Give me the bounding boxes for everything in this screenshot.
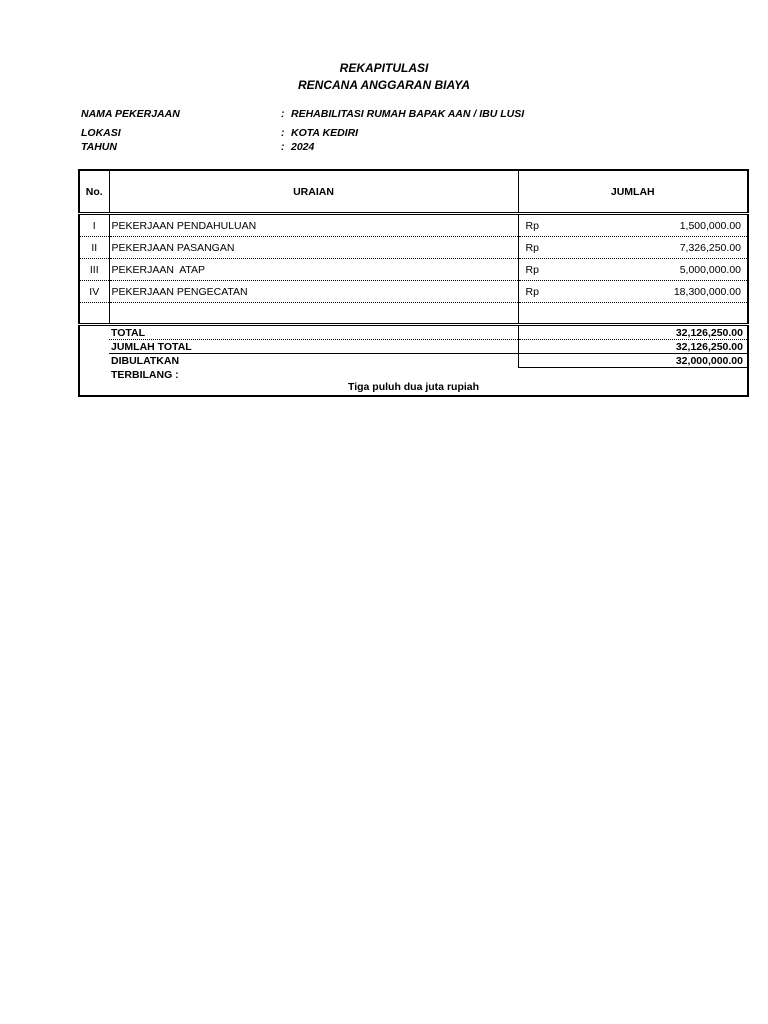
table-row [79, 237, 748, 259]
info-label: NAMA PEKERJAAN [81, 108, 180, 120]
row-description: PEKERJAAN PASANGAN [109, 237, 518, 259]
info-value: REHABILITASI RUMAH BAPAK AAN / IBU LUSI [291, 108, 525, 120]
row-amount-cell [518, 259, 748, 281]
terbilang-row [79, 368, 748, 382]
row-amount: 5,000,000.00 [679, 263, 741, 276]
info-colon: : [281, 127, 285, 139]
row-amount: 18,300,000.00 [673, 285, 741, 298]
row-number: I [79, 214, 109, 237]
total-value: 32,126,250.00 [518, 325, 748, 340]
table-row [79, 214, 748, 237]
info-label: TAHUN [81, 141, 117, 153]
row-description: PEKERJAAN PENGECATAN [109, 281, 518, 303]
total-row [79, 325, 748, 340]
dibulatkan-label: DIBULATKAN [109, 354, 518, 368]
row-number: II [79, 237, 109, 259]
header-uraian: URAIAN [109, 170, 518, 214]
info-colon: : [281, 108, 285, 120]
info-colon: : [281, 141, 285, 153]
row-amount-cell [518, 237, 748, 259]
header-jumlah: JUMLAH [518, 170, 748, 214]
empty-row [79, 303, 748, 325]
row-number: III [79, 259, 109, 281]
row-currency: Rp [525, 263, 539, 276]
table-row [79, 259, 748, 281]
info-label: LOKASI [81, 127, 121, 139]
row-amount-cell [518, 281, 748, 303]
row-currency: Rp [525, 219, 539, 232]
document-subtitle: RENCANA ANGGARAN BIAYA [298, 78, 470, 92]
dibulatkan-row [79, 354, 748, 368]
row-amount: 1,500,000.00 [679, 219, 741, 232]
info-row-tahun [81, 141, 314, 153]
info-row-lokasi [81, 127, 358, 139]
row-currency: Rp [525, 241, 539, 254]
terbilang-label: TERBILANG : [111, 369, 179, 381]
info-value: 2024 [291, 141, 315, 153]
document-title: REKAPITULASI [339, 61, 429, 75]
terbilang-words-row [79, 381, 748, 396]
total-label: TOTAL [109, 325, 518, 340]
row-description: PEKERJAAN PENDAHULUAN [109, 214, 518, 237]
row-description: PEKERJAAN ATAP [109, 259, 518, 281]
rab-recap-table [78, 169, 749, 397]
dibulatkan-value: 32,000,000.00 [518, 354, 748, 368]
header-no: No. [79, 170, 109, 214]
table-row [79, 281, 748, 303]
jumlah-total-row [79, 340, 748, 354]
row-currency: Rp [525, 285, 539, 298]
jumlah-total-value: 32,126,250.00 [518, 340, 748, 354]
table-header-row [79, 170, 748, 214]
info-row-nama-pekerjaan [81, 108, 524, 120]
info-value: KOTA KEDIRI [291, 127, 359, 139]
jumlah-total-label: JUMLAH TOTAL [109, 340, 518, 354]
row-amount-cell [518, 214, 748, 237]
row-number: IV [79, 281, 109, 303]
row-amount: 7,326,250.00 [679, 241, 741, 254]
terbilang-value: Tiga puluh dua juta rupiah [347, 381, 480, 393]
